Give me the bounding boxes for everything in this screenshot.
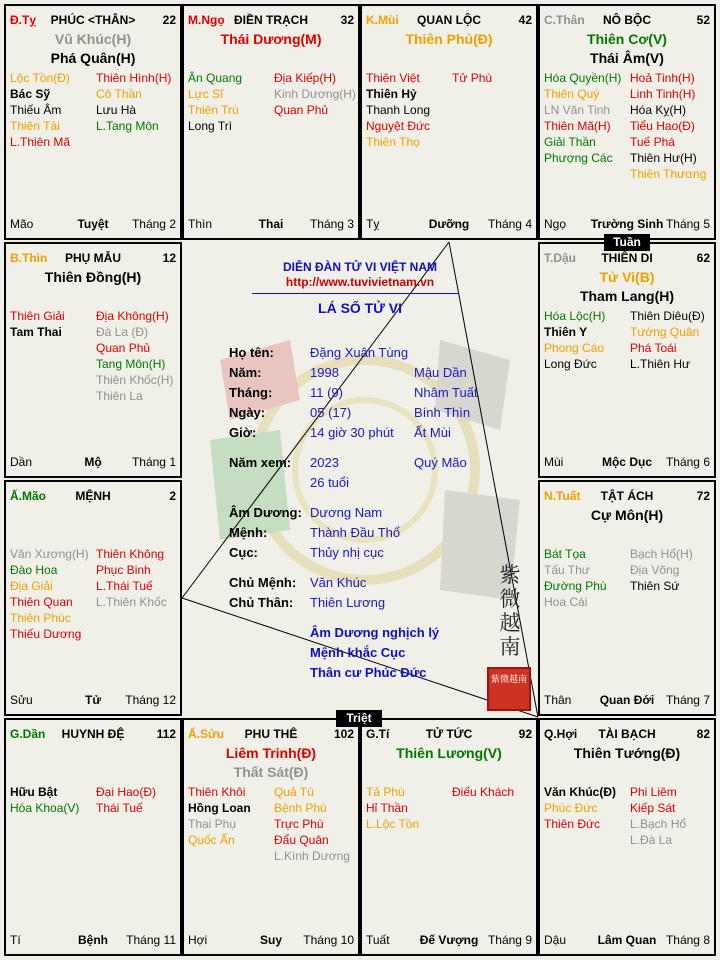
palace-footer: [10, 933, 176, 947]
life-stage: Tử: [84, 693, 102, 707]
left-column: [188, 70, 272, 134]
info-label: Giờ:: [229, 425, 257, 440]
minor-star: Văn Xương(H): [10, 547, 89, 561]
minor-star: Thái Tuế: [96, 801, 143, 815]
info-value: 14 giờ 30 phút: [310, 425, 394, 440]
minor-star: Thiên Mã(H): [544, 119, 611, 133]
minor-star: Thiên Đức: [544, 817, 601, 831]
info-label: Chủ Mệnh:: [229, 575, 297, 590]
minor-star: Bạch Hổ(H): [630, 547, 693, 561]
palace-label: K.Mùi: [366, 13, 399, 27]
minor-star: Hóa Lộc(H): [544, 309, 606, 323]
left-column: [544, 70, 628, 166]
palace-name: QUAN LỘC: [417, 13, 481, 27]
palace-name: HUYNH ĐỆ: [61, 727, 125, 741]
palace-footer: [544, 933, 710, 947]
minor-star: Thiên La: [96, 389, 143, 403]
major-star[interactable]: Thất Sát(Đ): [233, 764, 309, 780]
right-column: [630, 784, 716, 848]
palace-header: [544, 489, 710, 505]
minor-star: Bệnh Phù: [274, 801, 327, 815]
minor-star: L.Lộc Tồn: [366, 817, 420, 831]
life-stage: Thai: [258, 217, 284, 231]
palace-header: [366, 727, 532, 743]
palace-footer: [544, 217, 710, 231]
palace-label: Ấ.Mão: [10, 489, 46, 503]
life-stage: Mộc Dục: [601, 455, 652, 469]
life-stage: Mộ: [84, 455, 102, 469]
conclusion-line: Thân cư Phúc Đức: [310, 665, 427, 680]
minor-star: Địa Kiếp(H): [274, 71, 337, 85]
info-label: Năm:: [229, 365, 262, 380]
palace-name: TẬT ÁCH: [600, 489, 654, 503]
major-stars: [184, 30, 358, 49]
left-column: [10, 546, 94, 642]
conclusion-line: Mệnh khắc Cục: [310, 645, 406, 660]
minor-star: Tam Thai: [10, 325, 62, 339]
palace-header: [10, 251, 176, 267]
info-value: Thủy nhị cục: [310, 545, 384, 560]
branch-label: Tỵ: [366, 217, 380, 231]
minor-star: Thiên Phúc: [10, 611, 71, 625]
minor-star: Trực Phù: [274, 817, 324, 831]
major-star[interactable]: Phá Quân(H): [50, 50, 136, 66]
info-label: Chủ Thân:: [229, 595, 294, 610]
minor-star: LN Văn Tinh: [544, 103, 611, 117]
palace-name: PHU THÊ: [244, 727, 298, 741]
minor-star: Tuế Phá: [630, 135, 675, 149]
calligraphy-char: 越: [499, 611, 521, 635]
branch-label: Tí: [10, 933, 21, 947]
life-stage: Bệnh: [78, 933, 108, 947]
info-label: Ngày:: [229, 405, 266, 420]
minor-star: Thiên Khốc(H): [96, 373, 174, 387]
right-column: [452, 70, 538, 86]
right-column: [96, 546, 182, 610]
palace-number: 2: [169, 489, 176, 503]
palace-header: [188, 13, 354, 29]
palace-name: NÔ BỘC: [603, 13, 651, 27]
palace-name: PHÚC <THÂN>: [50, 13, 136, 27]
month-label: Tháng 10: [303, 933, 354, 947]
left-column: [188, 784, 272, 848]
minor-star: Thanh Long: [366, 103, 431, 117]
minor-star: L.Thái Tuế: [96, 579, 153, 593]
palace-footer: [366, 217, 532, 231]
minor-star: Hồng Loan: [188, 801, 251, 815]
minor-star: Hóa Khoa(V): [10, 801, 80, 815]
info-label: Mệnh:: [229, 525, 268, 540]
calligraphy-char: 紫: [499, 563, 521, 587]
palace-tuat[interactable]: [538, 480, 716, 716]
major-stars: [362, 744, 536, 763]
month-label: Tháng 12: [125, 693, 176, 707]
palace-number: 42: [518, 13, 532, 27]
palace-name: TỬ TỨC: [425, 727, 473, 741]
palace-number: 102: [333, 727, 354, 741]
major-stars: [540, 744, 714, 763]
minor-star: Thiếu Âm: [10, 103, 62, 117]
minor-star: Phượng Các: [544, 151, 613, 165]
palace-label: C.Thân: [544, 13, 585, 27]
branch-label: Ngọ: [544, 217, 567, 231]
major-stars: [184, 744, 358, 782]
info-value: Văn Khúc: [310, 575, 367, 590]
palace-label: G.Dần: [10, 727, 46, 741]
minor-star: Phá Toái: [630, 341, 677, 355]
palace-header: [544, 13, 710, 29]
right-column: [96, 308, 182, 404]
info-value: 2023: [310, 455, 339, 470]
palace-footer: [10, 455, 176, 469]
info-value: Dương Nam: [310, 505, 383, 520]
info-value: Đặng Xuân Tùng: [310, 345, 409, 360]
life-stage: Dưỡng: [428, 217, 470, 231]
palace-number: 22: [162, 13, 176, 27]
palace-dan[interactable]: [4, 718, 182, 956]
left-column: [10, 70, 94, 150]
minor-star: Địa Không(H): [96, 309, 169, 323]
calligraphy-char: 南: [499, 635, 521, 659]
major-star[interactable]: Thái Âm(V): [590, 50, 664, 66]
palace-header: [544, 727, 710, 743]
minor-star: Phong Cáo: [544, 341, 605, 355]
month-label: Tháng 7: [665, 693, 710, 707]
palace-label: N.Tuất: [544, 489, 581, 503]
minor-star: Đà La (Đ): [96, 325, 149, 339]
minor-star: Long Đức: [544, 357, 597, 371]
palace-header: [544, 251, 710, 267]
minor-star: Thiên Tài: [10, 119, 60, 133]
minor-star: Phục Binh: [96, 563, 151, 577]
palace-suu[interactable]: [182, 718, 360, 956]
minor-star: Hóa Quyền(H): [544, 71, 622, 85]
major-star[interactable]: Thiên Cơ(V): [587, 31, 667, 47]
minor-star: L.Đà La: [630, 833, 673, 847]
major-stars: [540, 30, 714, 68]
palace-header: [10, 13, 176, 29]
calligraphy-char: 微: [499, 587, 521, 611]
minor-star: L.Bạch Hổ: [630, 817, 687, 831]
palace-name: ĐIỀN TRẠCH: [234, 13, 308, 27]
palace-label: Q.Hợi: [544, 727, 578, 741]
right-column: [630, 308, 716, 372]
palace-number: 82: [696, 727, 710, 741]
palace-ti[interactable]: [360, 718, 538, 956]
forum-name: DIỄN ĐÀN TỬ VI VIỆT NAM: [283, 260, 437, 274]
minor-star: Thiếu Dương: [10, 627, 82, 641]
major-star[interactable]: Thiên Lương(V): [396, 745, 502, 761]
month-label: Tháng 1: [131, 455, 176, 469]
life-stage: Lâm Quan: [597, 933, 657, 947]
minor-star: Thiên Hư(H): [630, 151, 697, 165]
life-stage: Trường Sinh: [590, 217, 664, 231]
palace-header: [10, 727, 176, 743]
minor-star: Bát Tọa: [544, 547, 586, 561]
right-column: [274, 784, 360, 864]
info-value-2: Nhâm Tuất: [414, 385, 478, 400]
major-star[interactable]: Vũ Khúc(H): [54, 31, 132, 47]
right-column: [452, 784, 538, 800]
triet-marker: Triệt: [336, 710, 382, 727]
minor-star: L.Kình Dương: [274, 849, 350, 863]
minor-star: Lưu Hà: [96, 103, 137, 117]
month-label: Tháng 8: [665, 933, 710, 947]
minor-star: Tử Phù: [452, 71, 493, 85]
month-label: Tháng 6: [665, 455, 710, 469]
major-star[interactable]: Thiên Đồng(H): [44, 269, 142, 285]
left-column: [10, 784, 94, 816]
branch-label: Tuất: [366, 933, 390, 947]
minor-star: Thiên Diêu(Đ): [630, 309, 705, 323]
minor-star: Thiên Khôi: [188, 785, 246, 799]
minor-star: Giải Thần: [544, 135, 596, 149]
minor-star: Hoả Tinh(H): [630, 71, 695, 85]
minor-star: Đẩu Quân: [274, 833, 329, 847]
info-value: Thành Đầu Thổ: [310, 525, 401, 540]
palace-ngo[interactable]: [182, 4, 360, 240]
minor-star: Điếu Khách: [452, 785, 515, 799]
minor-star: Thiên Quan: [10, 595, 73, 609]
major-star[interactable]: Tham Lang(H): [579, 288, 675, 304]
major-star[interactable]: Cự Môn(H): [590, 507, 664, 523]
major-stars: [540, 506, 714, 525]
palace-than[interactable]: [538, 4, 716, 240]
minor-star: Quan Phủ: [96, 341, 151, 355]
palace-name: TÀI BẠCH: [598, 727, 656, 741]
minor-star: Hóa Kỵ(H): [630, 103, 687, 117]
palace-thin[interactable]: [4, 242, 182, 478]
life-stage: Suy: [259, 933, 282, 947]
life-stage: Quan Đới: [599, 693, 655, 707]
info-value-2: Bính Thìn: [414, 405, 471, 420]
branch-label: Mùi: [544, 455, 564, 469]
palace-ty[interactable]: [4, 4, 182, 240]
left-column: [544, 546, 628, 610]
minor-star: Thiên Thương: [630, 167, 707, 181]
minor-star: Kinh Dương(H): [274, 87, 356, 101]
month-label: Tháng 5: [665, 217, 710, 231]
minor-star: Tiểu Hao(Đ): [630, 119, 695, 133]
info-value: Thiên Lương: [310, 595, 386, 610]
palace-label: T.Dậu: [544, 251, 577, 265]
minor-star: Bác Sỹ: [10, 87, 51, 101]
palace-number: 52: [696, 13, 710, 27]
minor-star: Hỉ Thần: [366, 801, 408, 815]
left-column: [544, 308, 628, 372]
minor-star: Phúc Đức: [544, 801, 598, 815]
minor-star: Linh Tinh(H): [630, 87, 696, 101]
right-column: [630, 546, 716, 594]
palace-header: [188, 727, 354, 743]
branch-label: Thìn: [188, 217, 213, 231]
palace-hoi[interactable]: [538, 718, 716, 956]
info-label: Cục:: [229, 545, 258, 560]
palace-footer: [10, 217, 176, 231]
palace-label: B.Thìn: [10, 251, 48, 265]
info-value: 05 (17): [310, 405, 352, 420]
palace-number: 92: [518, 727, 532, 741]
major-star[interactable]: Liêm Trinh(Đ): [225, 745, 317, 761]
minor-star: Nguyệt Đức: [366, 119, 431, 133]
major-stars: [6, 30, 180, 68]
minor-star: Ân Quang: [188, 71, 243, 85]
minor-star: L.Thiên Khốc: [96, 595, 167, 609]
minor-star: Lộc Tồn(Đ): [10, 71, 70, 85]
branch-label: Dậu: [544, 933, 567, 947]
info-value-2: Ất Mùi: [414, 425, 451, 440]
info-value: 1998: [310, 365, 339, 380]
palace-name: MỆNH: [75, 489, 111, 503]
minor-star: Đường Phù: [544, 579, 607, 593]
major-stars: [362, 30, 536, 49]
info-label: Tháng:: [229, 385, 273, 400]
palace-number: 62: [696, 251, 710, 265]
minor-star: Địa Giải: [10, 579, 53, 593]
branch-label: Dần: [10, 455, 33, 469]
life-stage: Tuyệt: [77, 217, 109, 231]
palace-footer: [10, 693, 176, 707]
minor-star: Thiên Không: [96, 547, 165, 561]
major-star[interactable]: Tử Vi(B): [599, 269, 655, 285]
palace-label: G.Tí: [366, 727, 390, 741]
minor-star: Văn Khúc(Đ): [544, 785, 616, 799]
palace-mao[interactable]: [4, 480, 182, 716]
palace-label: M.Ngọ: [188, 13, 225, 27]
minor-star: L.Thiên Mã: [10, 135, 71, 149]
minor-star: Thiên Hình(H): [96, 71, 172, 85]
forum-url[interactable]: http://www.tuvivietnam.vn: [285, 275, 435, 289]
palace-number: 12: [162, 251, 176, 265]
minor-star: Cô Thần: [96, 87, 142, 101]
palace-footer: [544, 455, 710, 469]
minor-star: Lực Sĩ: [188, 87, 224, 101]
minor-star: Tấu Thư: [544, 563, 590, 577]
branch-label: Thân: [544, 693, 572, 707]
calligraphy-text: [496, 563, 524, 659]
palace-footer: [188, 217, 354, 231]
major-stars: [6, 268, 180, 287]
minor-star: Tang Môn(H): [96, 357, 166, 371]
info-label: Họ tên:: [229, 345, 274, 360]
month-label: Tháng 9: [487, 933, 532, 947]
left-column: [10, 308, 94, 340]
month-label: Tháng 11: [126, 933, 176, 947]
palace-number: 72: [696, 489, 710, 503]
info-label: Năm xem:: [229, 455, 292, 470]
minor-star: Quốc Ấn: [188, 833, 235, 847]
minor-star: Thai Phụ: [188, 817, 237, 831]
branch-label: Mão: [10, 217, 34, 231]
month-label: Tháng 2: [131, 217, 176, 231]
major-star[interactable]: Thiên Phủ(Đ): [405, 31, 493, 47]
life-stage: Đế Vượng: [419, 933, 479, 947]
major-star[interactable]: Thái Dương(M): [220, 31, 322, 47]
minor-star: Thiên Trù: [188, 103, 239, 117]
red-seal-stamp: 紫微越南: [487, 667, 531, 711]
minor-star: Hoa Cái: [544, 595, 588, 609]
conclusion-line: Âm Dương nghịch lý: [310, 625, 440, 640]
minor-star: Thiên Thọ: [366, 135, 420, 149]
info-value-2: Mậu Dần: [414, 365, 467, 380]
minor-star: Đại Hao(Đ): [96, 785, 157, 799]
center-info-panel: [182, 242, 538, 718]
palace-label: Ấ.Sửu: [188, 727, 225, 741]
title-divider: [252, 293, 458, 294]
minor-star: Thiên Việt: [366, 71, 420, 85]
palace-footer: [188, 933, 354, 947]
chart-title: LÁ SỐ TỬ VI: [318, 300, 402, 316]
palace-header: [10, 489, 176, 505]
minor-star: Phi Liêm: [630, 785, 677, 799]
minor-star: Thiên Quý: [544, 87, 600, 101]
minor-star: Quan Phủ: [274, 103, 329, 117]
left-column: [366, 784, 450, 832]
minor-star: Long Trì: [188, 119, 233, 133]
left-column: [544, 784, 628, 832]
right-column: [630, 70, 716, 182]
info-value: 26 tuổi: [310, 475, 350, 490]
palace-header: [366, 13, 532, 29]
palace-footer: [366, 933, 532, 947]
minor-star: Quả Tú: [274, 785, 314, 799]
minor-star: Hữu Bật: [10, 785, 58, 799]
minor-star: Thiên Hỷ: [366, 87, 417, 101]
palace-mui[interactable]: [360, 4, 538, 240]
tuan-marker: Tuần: [604, 234, 650, 251]
right-column: [96, 70, 182, 134]
right-column: [96, 784, 182, 816]
minor-star: Kiếp Sát: [630, 801, 676, 815]
branch-label: Sửu: [10, 693, 33, 707]
right-column: [274, 70, 360, 118]
major-stars: [540, 268, 714, 306]
palace-name: PHỤ MẪU: [65, 251, 121, 265]
month-label: Tháng 3: [309, 217, 354, 231]
month-label: Tháng 4: [487, 217, 532, 231]
branch-label: Hợi: [188, 933, 208, 947]
minor-star: Thiên Giải: [10, 309, 65, 323]
minor-star: Đào Hoa: [10, 563, 58, 577]
left-column: [366, 70, 450, 150]
info-value: 11 (9): [310, 385, 343, 400]
minor-star: Địa Võng: [630, 563, 680, 577]
minor-star: L.Tang Môn: [96, 119, 159, 133]
minor-star: L.Thiên Hư: [630, 357, 691, 371]
palace-dau[interactable]: [538, 242, 716, 478]
palace-number: 112: [156, 727, 176, 741]
minor-star: Thiên Y: [544, 325, 588, 339]
minor-star: Thiên Sứ: [630, 579, 680, 593]
minor-star: Tả Phù: [366, 785, 405, 799]
palace-label: Đ.Tỵ: [10, 13, 37, 27]
info-value-2: Quý Mão: [414, 455, 467, 470]
palace-number: 32: [340, 13, 354, 27]
info-label: Âm Dương:: [229, 505, 302, 520]
palace-name: THIÊN DI: [601, 251, 653, 265]
palace-footer: [544, 693, 710, 707]
minor-star: Tướng Quân: [630, 325, 700, 339]
major-star[interactable]: Thiên Tướng(Đ): [573, 745, 681, 761]
